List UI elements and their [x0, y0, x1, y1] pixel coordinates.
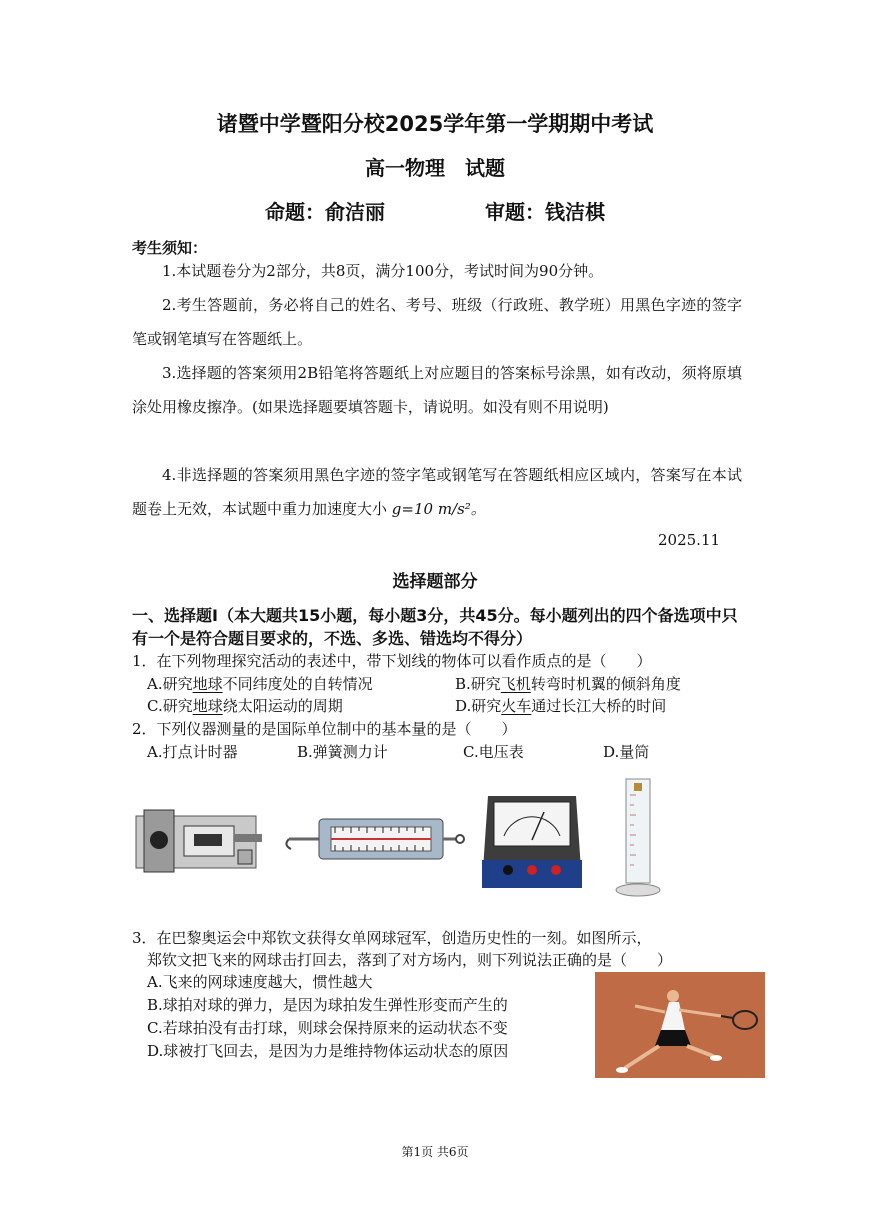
spring-scale-image — [285, 815, 465, 865]
timer-image — [134, 806, 264, 876]
q2-option-d: D.量筒 — [603, 743, 650, 761]
exam-title: 诸暨中学暨阳分校2025学年第一学期期中考试 — [216, 112, 654, 136]
q3-option-a: A.飞来的网球速度越大，惯性越大 — [147, 973, 373, 991]
q1-option-c: C.研究地球绕太阳运动的周期 — [147, 697, 343, 715]
voltmeter-image — [478, 788, 586, 896]
q3-stem-line2: 郑钦文把飞来的网球击打回去，落到了对方场内，则下列说法正确的是（ ） — [147, 951, 673, 969]
reviewer-label: 审题：钱洁棋 — [485, 200, 605, 224]
q3-option-c: C.若球拍没有击打球，则球会保持原来的运动状态不变 — [147, 1019, 508, 1037]
q1-option-a: A.研究地球不同纬度处的自转情况 — [147, 675, 373, 693]
q3-stem-line1: 3．在巴黎奥运会中郑钦文获得女单网球冠军，创造历史性的一刻。如图所示， — [132, 929, 652, 947]
q2-stem: 2．下列仪器测量的是国际单位制中的基本量的是（ ） — [132, 720, 517, 738]
q2-option-c: C.电压表 — [463, 743, 524, 761]
graduated-cylinder-image — [608, 775, 668, 900]
q2-option-a: A.打点计时器 — [147, 743, 238, 761]
q1-stem: 1．在下列物理探究活动的表述中，带下划线的物体可以看作质点的是（ ） — [132, 652, 652, 670]
q3-option-d: D.球被打飞回去，是因为力是维持物体运动状态的原因 — [147, 1042, 509, 1060]
section-title: 选择题部分 — [392, 572, 478, 592]
notice-heading: 考生须知： — [132, 239, 208, 257]
gravity-value: g=10 m/s²。 — [391, 500, 486, 518]
q1-option-b: B.研究飞机转弯时机翼的倾斜角度 — [455, 675, 681, 693]
notice-item-4 — [132, 458, 742, 526]
notice-item-4-text: 4.非选择题的答案须用黑色字迹的签字笔或钢笔写在答题纸相应区域内，答案写在本试题卷上无效，本试题中重力加速度大小 — [132, 466, 742, 518]
author-line — [0, 196, 870, 225]
notice-item-2: 2.考生答题前，务必将自己的姓名、考号、班级（行政班、教学班）用黑色字迹的签字笔或钢笔填写在答题纸上。 — [132, 296, 742, 348]
subject-title: 高一物理 试题 — [365, 156, 505, 180]
q2-option-b: B.弹簧测力计 — [297, 743, 388, 761]
notice-item-3: 3.选择题的答案须用2B铅笔将答题纸上对应题目的答案标号涂黑，如有改动，须将原填涂处用橡皮擦净。(如果选择题要填答题卡，请说明。如没有则不用说明) — [132, 364, 742, 416]
page-footer: 第1页 共6页 — [401, 1145, 469, 1159]
author-label: 命题：俞洁丽 — [265, 200, 385, 224]
part1-heading: 一、选择题Ⅰ（本大题共15小题，每小题3分，共45分。每小题列出的四个备选项中只有一个是符合题目要求的，不选、多选、错选均不得分） — [132, 606, 738, 648]
tennis-player-image — [595, 972, 765, 1078]
notice-item-1: 1.本试题卷分为2部分，共8页，满分100分，考试时间为90分钟。 — [162, 262, 604, 280]
exam-date: 2025.11 — [658, 531, 721, 549]
q3-option-b: B.球拍对球的弹力，是因为球拍发生弹性形变而产生的 — [147, 996, 508, 1014]
q1-option-d: D.研究火车通过长江大桥的时间 — [455, 697, 667, 715]
